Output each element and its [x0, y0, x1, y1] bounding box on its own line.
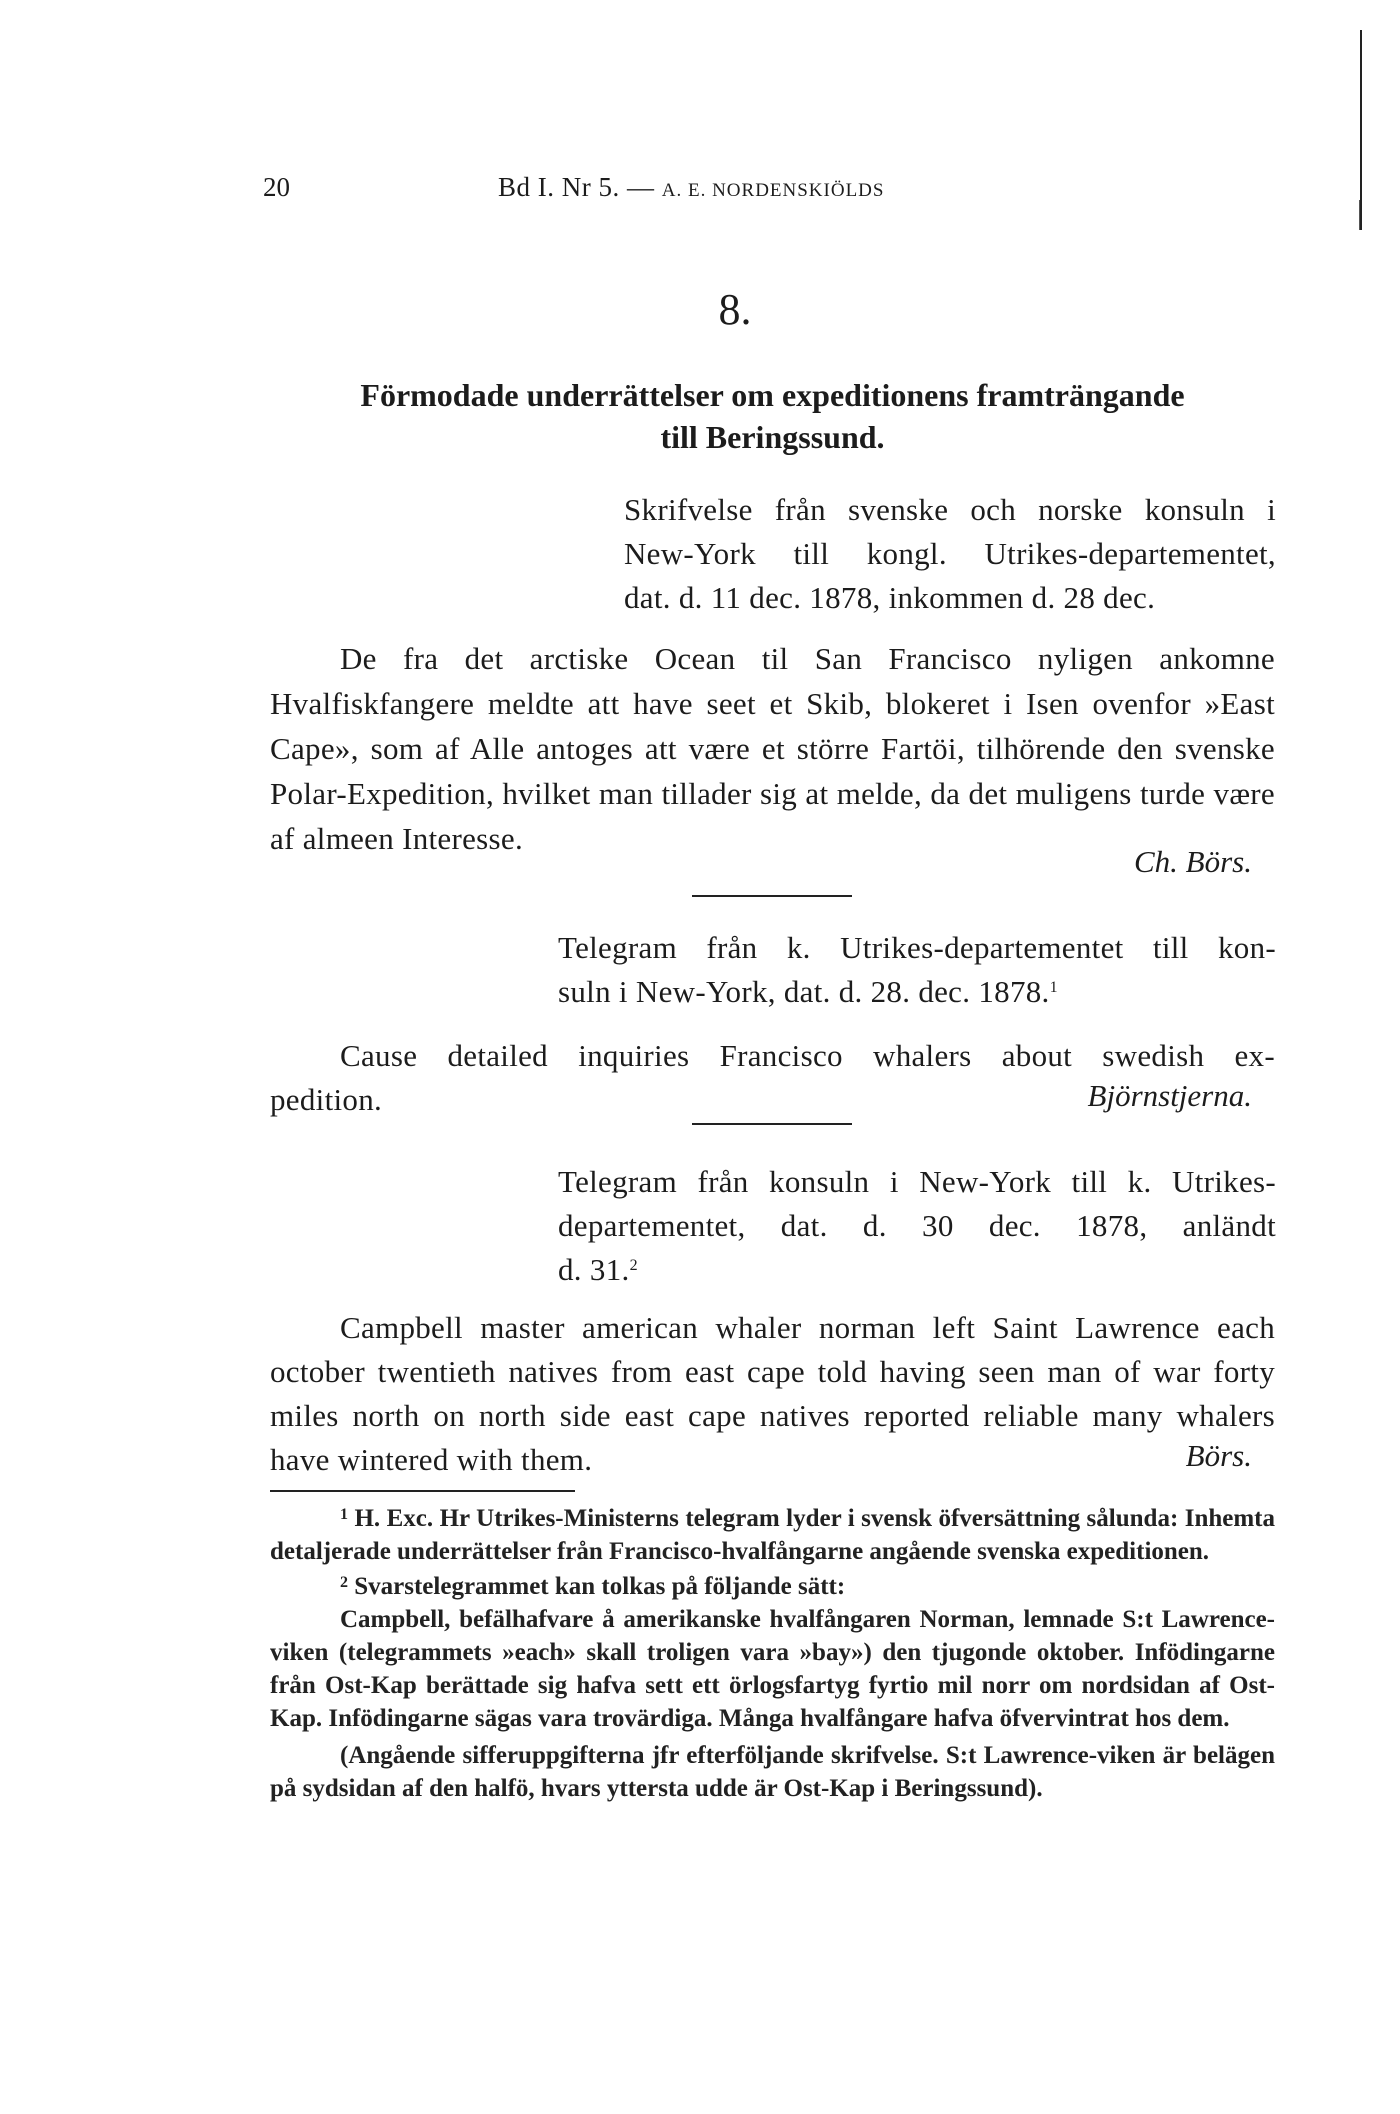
doc1-heading [624, 488, 1276, 620]
divider-rule [692, 1123, 852, 1125]
doc3-heading [558, 1160, 1276, 1292]
doc2-heading-line: suln i New-York, dat. d. 28. dec. 1878.$^1$ [558, 974, 1058, 1009]
doc2-heading-line: Telegram från k. Utrikes-departementet till kon- [558, 930, 1276, 965]
doc3-body: Campbell master american whaler norman left Saint Lawrence each october twentieth natives from east cape told having seen man of war forty miles north on north side east cape natives reported reliable many whalers have wintered with them. [270, 1310, 1275, 1477]
section-title-line: Förmodade underrättelser om expeditionens framträngande [360, 377, 1185, 413]
doc3-heading-line: departementet, dat. d. 30 dec. 1878, anländt [558, 1208, 1276, 1243]
section-title-line: till Beringssund. [660, 419, 885, 455]
margin-rule-lower [1359, 200, 1360, 230]
doc1-signature: Ch. Börs. [1134, 844, 1252, 879]
doc1-body: De fra det arctiske Ocean til San Francisco nyligen ankomne Hvalfiskfangere meldte att have seet et Skib, blokeret i Isen ovenfor »East Cape», som af Alle antoges att være et större Fartöi, tilhörende den svenske Polar-Expedition, hvilket man tillader sig at melde, da det muligens turde være af almeen Interesse. [270, 641, 1275, 856]
doc1-heading-line: New-York till kongl. Utrikes-departementet, [624, 536, 1276, 571]
footnote-2-text: Campbell, befälhafvare å amerikanske hvalfångaren Norman, lemnade S:t Lawrence-viken (telegrammets »each» skall troligen vara »bay») den tjugonde oktober. Infödingarne från Ost-Kap berättade sig hafva sett ett örlogsfartyg fyrtio mil norr om nordsidan af Ost-Kap. Infödingarne sägas vara trovärdiga. Många hvalfångare hafva öfvervintrat hos dem. [270, 1606, 1275, 1732]
footnote-ref-2: 2 [629, 1257, 638, 1274]
divider-rule [692, 895, 852, 897]
footnotes [270, 1502, 1275, 1805]
footnote-ref-1: 1 [1049, 979, 1058, 996]
section-number: 8. [718, 285, 752, 334]
footnote-mark: 1 [340, 1506, 348, 1523]
journal-ref: Bd I. Nr 5. — [498, 172, 655, 202]
doc1-heading-line: Skrifvelse från svenske och norske konsuln i [624, 492, 1276, 527]
running-header [498, 172, 884, 203]
doc3-signature: Börs. [1185, 1438, 1252, 1473]
page-number: 20 [263, 172, 290, 202]
footnote-2-intro: $^2$ Svarstelegrammet kan tolkas på följande sätt: [340, 1573, 846, 1600]
footnote-separator [270, 1490, 575, 1492]
footnote-1: $^1$ H. Exc. Hr Utrikes-Ministerns telegram lyder i svensk öfversättning sålunda: Inhemta detaljerade underrättelser från Francisco-hvalfångarne angående svenska expeditionen. [270, 1505, 1276, 1565]
doc2-signature: Björnstjerna. [1087, 1078, 1252, 1113]
footnote-mark: 2 [340, 1574, 348, 1591]
author-name: A. E. NORDENSKIÖLDS [661, 180, 885, 201]
doc3-heading-line: Telegram från konsuln i New-York till k. Utrikes- [558, 1164, 1276, 1199]
doc2-body-line: pedition. [270, 1082, 383, 1117]
doc2-heading [558, 926, 1276, 1014]
doc1-heading-line: dat. d. 11 dec. 1878, inkommen d. 28 dec. [624, 580, 1156, 615]
doc3-heading-line: d. 31.$^2$ [558, 1252, 638, 1287]
doc2-body-line: Cause detailed inquiries Francisco whalers about swedish ex- [340, 1038, 1275, 1073]
footnote-2-note: (Angående sifferuppgifterna jfr efterföljande skrifvelse. S:t Lawrence-viken är belägen på sydsidan af den halfö, hvars yttersta udde är Ost-Kap i Beringssund). [270, 1742, 1275, 1802]
margin-rule [1360, 30, 1362, 230]
section-title [270, 374, 1275, 458]
